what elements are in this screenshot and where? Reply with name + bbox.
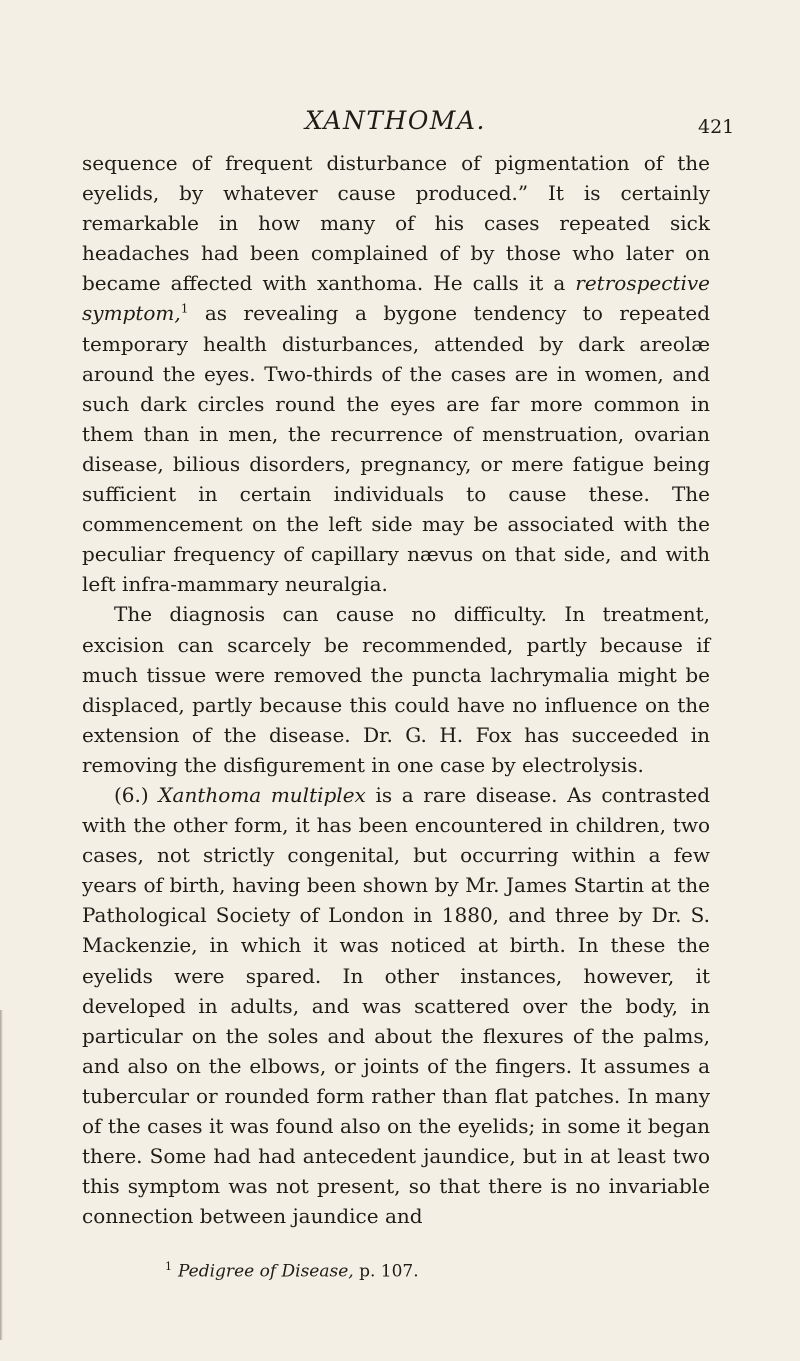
paragraph-1-end: as revealing a bygone tendency to repeated temporary health disturbances, attended by dark areolæ around the eyes. Two-thirds of the cases are in women, and such dark circles round the eyes are far more common in them than in men, the recurrence of menstruation, ovarian disease, bilious disorders, pregnancy, or mere fatigue being sufficient in certain individuals to cause these. The commencement on the left side may be associated with the peculiar frequency of capillary nævus on that side, and with left infra-mammary neuralgia.	[82, 301, 710, 597]
xanthoma-multiplex-emphasis: Xanthoma multiplex	[158, 782, 366, 807]
running-title: XANTHOMA.	[305, 106, 486, 135]
binding-shadow	[0, 1010, 3, 1340]
paragraph-1-start: sequence of frequent disturbance of pigmentation of the eyelids, by whatever cause produced.” It is certainly remarkable in how many of his cases repeated sick headaches had been complained of by those who later on became affected with xanthoma. He calls it a	[82, 151, 710, 296]
page-number: 421	[698, 116, 735, 138]
paragraph-1	[82, 148, 710, 599]
footnote	[165, 1256, 419, 1283]
running-head	[0, 106, 800, 146]
footnote-marker: 1	[165, 1260, 172, 1273]
body-text	[82, 148, 710, 1231]
section-number: (6.)	[114, 782, 159, 807]
paragraph-3	[82, 780, 710, 1231]
retrospective-symptom-emphasis: retrospective symptom,	[82, 271, 710, 326]
paragraph-2: The diagnosis can cause no difficulty. In treatment, excision can scarcely be recommended, partly because if much tissue were removed the puncta lachrymalia might be displaced, partly because this could have no influence on the extension of the disease. Dr. G. H. Fox has succeeded in removing the disfigurement in one case by electrolysis.	[82, 602, 710, 777]
footnote-reference: 1	[180, 301, 189, 316]
paragraph-3-text: is a rare disease. As contrasted with the other form, it has been encountered in children, two cases, not strictly congenital, but occurring within a few years of birth, having been shown by Mr. James Startin at the Pathological Society of London in 1880, and three by Dr. S. Mackenzie, in which it was noticed at birth. In these the eyelids were spared. In other instances, however, it developed in adults, and was scattered over the body, in particular on the soles and about the flexures of the palms, and also on the elbows, or joints of the fingers. It assumes a tubercular or rounded form rather than flat patches. In many of the cases it was found also on the eyelids; in some it began there. Some had had antecedent jaundice, but in at least two this symptom was not present, so that there is no invariable connection between jaundice and	[82, 782, 710, 1229]
footnote-title: Pedigree of Disease,	[178, 1261, 354, 1282]
footnote-page-ref: p. 107.	[359, 1261, 419, 1282]
